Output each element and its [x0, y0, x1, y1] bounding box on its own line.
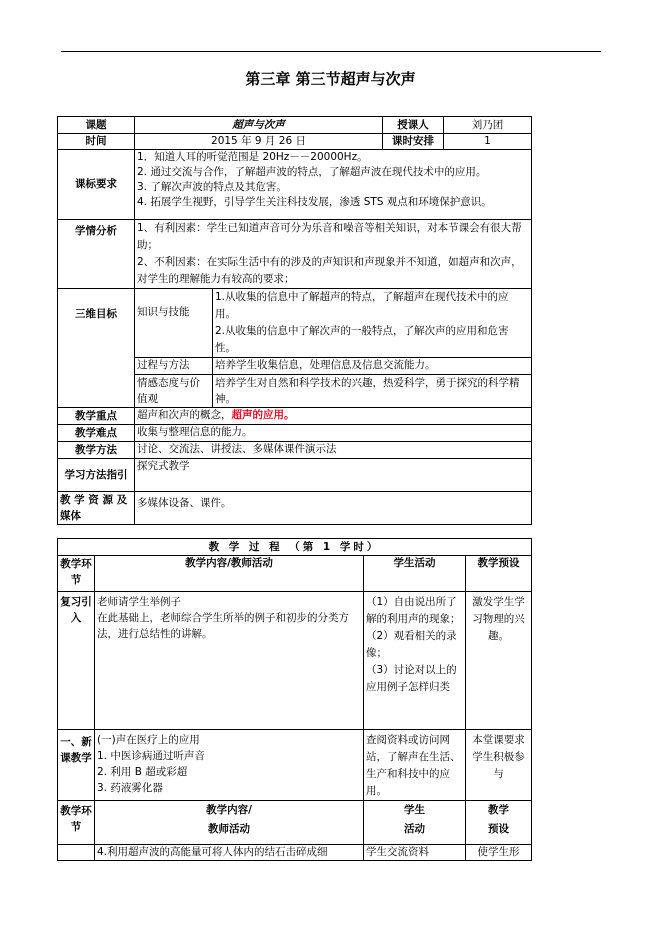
row3-content: 4.利用超声波的高能量可将人体内的结石击碎成细 [95, 845, 364, 861]
row1-intent: 激发学生学习物理的兴趣。 [466, 592, 532, 730]
hours-value: 1 [444, 134, 532, 150]
row1-content-line: 老师请学生举例子 [97, 596, 181, 608]
header2-content [95, 801, 364, 845]
row1-stage: 复习引入 [58, 592, 95, 730]
hours-label: 课时安排 [383, 134, 444, 150]
goals-label: 三维目标 [58, 289, 135, 408]
row1-content-line: 在此基础上，老师综合学生所举的例子和初步的分类方法，进行总结性的讲解。 [97, 612, 349, 640]
analysis-item: 1、有利因素：学生已知道声音可分为乐音和噪音等相关知识，对本节课会有很大帮助； [137, 222, 522, 251]
goal-knowledge-item: 1.从收集的信息中了解超声的特点，了解超声在现代技术中的应用。 [215, 291, 509, 320]
teaching-process-table [57, 538, 532, 861]
goal-process-label: 过程与方法 [135, 358, 213, 375]
goal-emotion-label: 情感态度与价值观 [135, 375, 213, 408]
row1-student-line: （1）自由说出所了解的利用声的现象； [366, 596, 461, 625]
header2-intent-line: 教学 [488, 804, 509, 816]
method-label: 教学方法 [58, 442, 135, 459]
key-value-highlight: 超声的应用。 [231, 409, 295, 421]
header2-student [364, 801, 466, 845]
row1-student [364, 592, 466, 730]
time-value: 2015 年 9 月 26 日 [135, 134, 383, 150]
row2-content-line: 2. 利用 B 超或彩超 [97, 766, 188, 778]
goal-knowledge-content [213, 289, 532, 358]
goal-emotion-value: 培养学生对自然和科学技术的兴趣，热爱科学，勇于探究的科学精神。 [213, 375, 532, 408]
row2-content [95, 730, 364, 801]
topic-label: 课题 [58, 117, 135, 134]
lesson-info-table [57, 116, 532, 525]
goal-knowledge-label: 知识与技能 [135, 289, 213, 358]
media-value: 多媒体设备、课件。 [135, 492, 532, 525]
page-title: 第三章 第三节超声与次声 [245, 70, 416, 88]
teacher-value: 刘乃团 [444, 117, 532, 134]
header2-content-line: 教师活动 [208, 823, 250, 835]
row2-content-line: 1. 中医诊病通过听声音 [97, 750, 205, 762]
time-label: 时间 [58, 134, 135, 150]
key-value-plain: 超声和次声的概念， [137, 409, 232, 421]
goal-process-value: 培养学生收集信息，处理信息及信息交流能力。 [213, 358, 532, 375]
key-content [135, 408, 532, 425]
row2-student: 查阅资料或访问网站，了解声在生活、生产和科技中的应用。 [364, 730, 466, 801]
topic-value: 超声与次声 [135, 117, 383, 134]
row2-content-line: (一)声在医疗上的应用 [97, 734, 200, 746]
header2-stage: 教学环节 [58, 801, 95, 845]
teacher-label: 授课人 [383, 117, 444, 134]
standard-content [135, 150, 532, 220]
row1-content [95, 592, 364, 730]
row3-intent: 使学生形 [466, 845, 532, 861]
row2-stage: 一、新课教学 [58, 730, 95, 801]
study-label: 学习方法指引 [58, 459, 135, 492]
row1-student-line: （2）观看相关的录像； [366, 630, 457, 659]
header2-student-line: 学生 [404, 804, 425, 816]
header2-content-line: 教学内容/ [206, 804, 252, 816]
standard-label: 课标要求 [58, 150, 135, 220]
row3-student: 学生交流资料 [364, 845, 466, 861]
header-intent: 教学预设 [466, 556, 532, 592]
process-section-title: 教 学 过 程 （第 1 学时） [58, 539, 532, 556]
difficult-value: 收集与整理信息的能力。 [135, 425, 532, 442]
goal-knowledge-item: 2.从收集的信息中了解次声的一般特点，了解次声的应用和危害性。 [215, 325, 509, 354]
analysis-label: 学情分析 [58, 220, 135, 289]
analysis-content [135, 220, 532, 289]
study-value: 探究式教学 [135, 459, 532, 492]
header2-intent [466, 801, 532, 845]
method-value: 讨论、交流法、讲授法、多媒体课件演示法 [135, 442, 532, 459]
standard-item: 1．知道人耳的听觉范围是 20Hz－－20000Hz。 [137, 151, 368, 163]
standard-item: 4. 拓展学生视野，引导学生关注科技发展，渗透 STS 观点和环境保护意识。 [137, 196, 492, 208]
standard-item: 3. 了解次声波的特点及其危害。 [137, 181, 287, 193]
standard-item: 2. 通过交流与合作，了解超声波的特点，了解超声波在现代技术中的应用。 [137, 166, 487, 178]
analysis-item: 2、不利因素：在实际生活中有的涉及的声知识和声现象并不知道，如超声和次声，对学生的理解能力有较高的要求； [137, 256, 522, 285]
row2-intent: 本堂课要求学生积极参与 [466, 730, 532, 801]
difficult-label: 教学难点 [58, 425, 135, 442]
media-label: 教 学 资 源 及媒体 [58, 492, 135, 525]
header-student: 学生活动 [364, 556, 466, 592]
key-label: 教学重点 [58, 408, 135, 425]
header-rule [61, 51, 601, 52]
row3-stage [58, 845, 95, 861]
header2-student-line: 活动 [404, 823, 425, 835]
row2-content-line: 3. 药液雾化器 [97, 782, 163, 794]
header-stage: 教学环节 [58, 556, 95, 592]
header-content: 教学内容/教师活动 [95, 556, 364, 592]
row1-student-line: （3）讨论对以上的应用例子怎样归类 [366, 664, 457, 693]
header2-intent-line: 预设 [488, 823, 509, 835]
